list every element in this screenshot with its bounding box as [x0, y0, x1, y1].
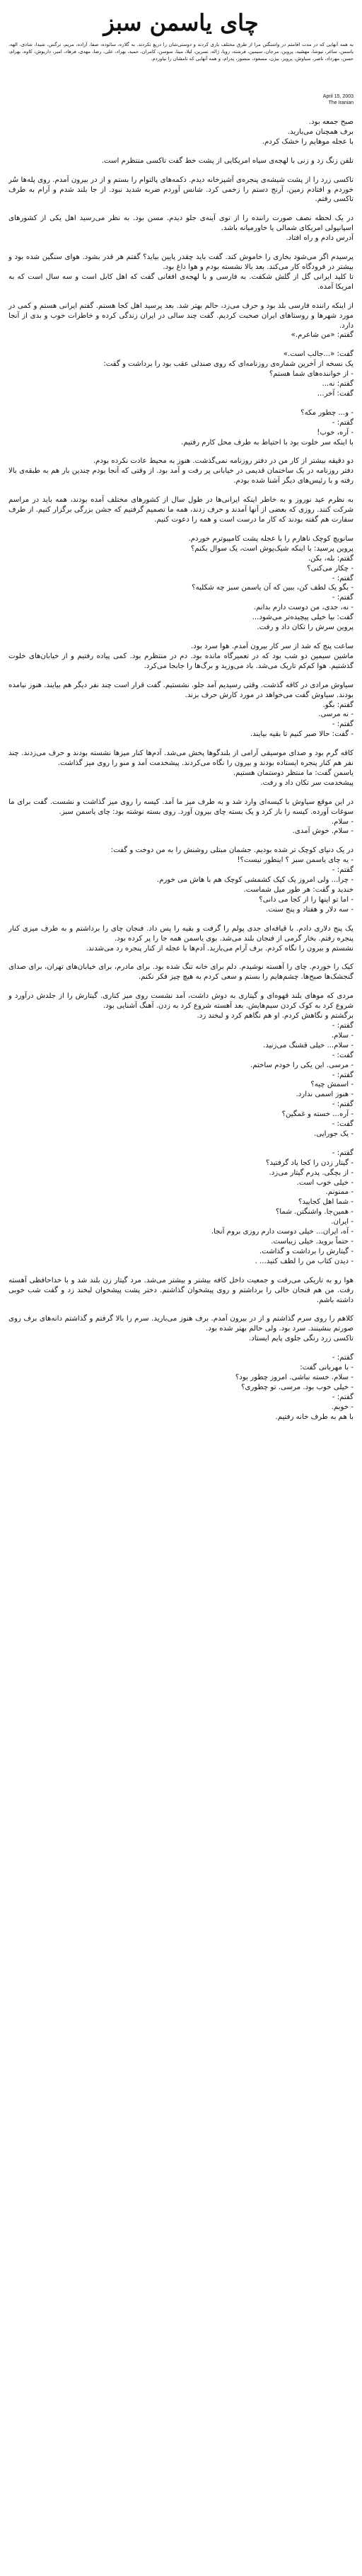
- story-paragraph: گفت: «...جالب است.» یک نسخه از آخرین شماره‌ی روزنامه‌ای که روی صندلی عقب بود را برداشت و گفت: - از خواننده‌های شما هستم؟ گفتم: نه... گفت: آخر...: [103, 350, 354, 398]
- story-paragraph: دو دقیقه بیشتر از کار من در دفتر روزنامه نمی‌گذشت. هنوز به محیط عادت نکرده بودم. دفتر روزنامه در یک ساختمان قدیمی در خیابانی پر رفت و آمد بود. از وقتی که آنجا بودم چندین بار هم به طبقه‌ی بالا رفته و با رئیس‌های دیگر آشنا شده بودم.: [8, 457, 354, 485]
- story-paragraph: گفتم: - - با مهربانی گفت: - سلام. خسته نباشی. امروز چطور بود؟ - خیلی خوب بود. مرسی. تو چطوری؟ گفتم: - - خوبم. با هم به طرف خانه رفتیم.: [235, 1354, 354, 1421]
- publication-source: The Iranian: [328, 100, 354, 105]
- page-title: چای یاسمن سبز: [103, 9, 259, 36]
- story-paragraph: سیاوش مرادی در کافه گذشت. وقتی رسیدیم آمد جلو. نشستیم. گفت قرار است چند نفر دیگر هم بیایند. هنوز نیامده بودند. سیاوش گفت می‌خواهد در مورد کارش حرف بزند. گفتم: بگو. - نه مرسی. گفتم: - - گفت: حالا صبر کنیم تا بقیه بیایند.: [8, 681, 354, 739]
- story-paragraph: کیک را خوردم. چای را آهسته نوشیدم. دلم برای خانه تنگ شده بود. برای مادرم، برای خیابان‌های تهران، برای صدای گنجشک‌ها صبح‌ها. چشم‌هایم را بستم و سعی کردم به هیچ چیز فکر نکنم.: [8, 963, 354, 982]
- story-paragraph: در این موقع سیاوش با کیسه‌ای وارد شد و به طرف میز ما آمد. کیسه را روی میز گذاشت و نشست. گفت برای ما سوغات آورده. کیسه را باز کرد و یک بسته چای بیرون آورد. روی بسته نوشته بود: چای یاسمن سبز. - سلام. - سلام. خوش آمدی.: [8, 798, 354, 836]
- story-paragraph: هوا رو به تاریکی می‌رفت و جمعیت داخل کافه بیشتر و بیشتر می‌شد. مرد گیتار زن بلند شد و با خداحافظی آهسته رفت. من هم فنجان خالی را برداشتم و روی پیشخوان گذاشتم. دختر پشت پیشخوان لبخند زد و گفت شب خوبی داشته باشم.: [8, 1276, 354, 1304]
- story-paragraph: تاکسی زرد را از پشت شیشه‌ی پنجره‌ی آشپزخانه دیدم. دکمه‌های پالتوام را بستم و از در بیرون آمدم. روی پله‌ها سُر خوردم و افتادم زمین. آرنج دستم را زخمی کرد. شانس آوردم ضربه شدید نبود. از جا بلند شدم و آرام به طرف تاکسی رفتم.: [8, 176, 354, 204]
- dedication-text: به همه آنهایی که در مدت اقامتم در واشنگتن مرا از طرق مختلف یاری کردند و دوستی‌شان را دریغ نکردند. به گلاره، سائوده، صفا، آزاده، مریم، نرگس، شیدا، شادی، الهه، یاسمن، ساغر، نیوشا، مهشید، پروین، مرجان، سیمین، فرشته، رویا، ژاله، نسرین، لیلا، مینا، سوسن، کامران، حمید، بهزاد، علی، رضا، مهدی، فرهاد، امیر، داریوش، کاوه، بهرام، حسن، مهرداد، ناصر، سیاوش، پرویز، بیژن، مسعود، منصور، پدرام، و همه آنهایی که نامشان را نیاوردم.: [8, 42, 354, 62]
- publish-date: April 15, 2003: [322, 94, 354, 99]
- story-paragraph: کافه گرم بود و صدای موسیقی آرامی از بلندگوها پخش می‌شد. آدم‌ها کنار میزها نشسته بودند و حرف می‌زدند. چند نفر هم کنار پنجره ایستاده بودند و بیرون را نگاه می‌کردند. پیشخدمت آمد و منو را روی میز گذاشت. یاسمن گفت: ما منتظر دوستمان هستیم. پیشخدمت سر تکان داد و رفت.: [8, 749, 354, 787]
- story-paragraph: از اینکه راننده فارسی بلد بود و حرف می‌زد، حالم بهتر شد. بعد پرسید اهل کجا هستم. گفتم ایرانی هستم و کمی در مورد شهرها و روستاهای ایران صحبت کردیم. گفت چند سالی در ایران زندگی کرده و خاطرات خوب و بدی از آنجا دارد. گفتم: «من شاعرم.»: [8, 301, 354, 340]
- story-paragraph: مردی که موهای بلند قهوه‌ای و گیتاری به دوش داشت، آمد نشست روی میز کناری. گیتارش را از جلدش درآورد و شروع کرد به کوک کردن سیم‌هایش. بعد آهسته شروع کرد به زدن. آهنگ آشنایی بود. برگشتم و نگاهش کردم. او هم نگاهم کرد و لبخند زد. گفتم: - - سلام. - سلام... خیلی قشنگ می‌زنید. گفت: - - مرسی. این یکی را خودم ساختم. گفتم: - - اسمش چیه؟ - هنوز اسمی ندارد. گفتم: - - آره... خسته و غمگین؟ گفت: - - یک جورایی.: [8, 992, 354, 1138]
- story-paragraph: صبح جمعه بود. برف همچنان می‌بارید. با عجله موهایم را خشک کردم.: [262, 118, 354, 146]
- story-paragraph: تلفن زنگ زد و زنی با لهجه‌ی سیاه امریکایی از پشت خط گفت تاکسی منتظرم است.: [101, 156, 354, 165]
- publication-meta: [8, 93, 354, 106]
- story-paragraph: در یک لحظه نصف صورت راننده را از توی آینه‌ی جلو دیدم. مسن بود. به نظر می‌رسید اهل یکی از کشورهای اسپانیولی امریکای شمالی یا خاورمیانه باشد. آدرس دادم و راه افتاد.: [8, 214, 354, 243]
- story-body: [8, 117, 354, 1422]
- story-paragraph: پرسیدم اگر می‌شود بخاری را خاموش کند. گفت باید چقدر پایین بیاید؟ گفتم هر قدر بشود. هوای سنگین شده بود و بیشتر در فرودگاه کار می‌کند. بعد بالا نشسته بودم و هوا داغ بود. تا کلید ایرانی گل از گلش شکفت. به فارسی و با لهجه‌ی افغانی گفت که اهل کابل است و سه سال است که به امریکا آمده.: [8, 253, 354, 291]
- story-paragraph: کلاهم را روی سرم گذاشتم و از در بیرون آمدم. برف هنوز می‌بارید. سرم را بالا گرفتم و گذاشتم دانه‌های برف روی صورتم بنشینند. سرد بود. ولی حالم بهتر شده بود. تاکسی زرد رنگی جلوی پایم ایستاد.: [8, 1315, 354, 1343]
- story-paragraph: گفتم: - - گیتار زدن را کجا یاد گرفتید؟ - از بچگی. پدرم گیتار می‌زد. - خیلی خوب است. - ممنونم. - شما اهل کجایید؟ - همین‌جا. واشنگتن. شما؟ - ایران. - آه، ایران... خیلی دوست دارم روزی بروم آنجا. - حتماً بروید. خیلی زیباست. - گیتارش را برداشت و گذاشت. - دیدن کتاب من را لطف کنید... .: [211, 1149, 354, 1265]
- story-paragraph: ساعت پنج که شد از سر کار بیرون آمدم. هوا سرد بود. ماشین سیمین دو شب بود که در تعمیرگاه مانده بود. دم در منتظرم بود. کمی پیاده رفتیم و از خیابان‌های خلوت گذشتیم. هوا کم‌کم تاریک می‌شد. باد می‌وزید و برگ‌ها را جابجا می‌کرد.: [8, 642, 354, 670]
- story-paragraph: در یک دنیای کوچک تر شده بودیم. جشمان مبتلی روشنش را به من دوخت و گفت: - یه چای یاسمن سبز ؟ اینطور نیست؟! گفتم: - - چرا... ولی امروز یک کیک کشمشی کوچک هم با هاش می خورم. خندید و گفت: هر طور میل شماست. - اما تو اینها را از کجا می دانی؟ - سه دلار و هفتاد و پنج سنت.: [110, 846, 354, 914]
- story-paragraph: سانویچ کوچک ناهارم را با عجله پشت کامپیوترم خوردم. پروین پرسید: با اینکه شیک‌پوش است، یک سوال بکنم؟ گفتم: بله، بکن. - چکار می‌کنی؟ گفتم: - - بگو یک لطف کن، ببین که آن یاسمن سبز چه شکلیه؟ گفتم: - - نه، جدی، من دوست دارم بدانم. گفت: بیا خیلی پیچیده‌تر می‌شود... پروین سرش را تکان داد و رفت.: [188, 534, 354, 632]
- story-paragraph: به نظرم عید نوروز و به خاطر اینکه ایرانی‌ها در طول سال از کشورهای مختلف آمده بودند، همه باید در مراسم شرکت کنند. روزی که بعضی از آنها آمدند و حرف زدند، همه ما تصمیم گرفتیم که جشن بزرگی برگزار کنیم. از طرف سفارت هم گفته بودند که کار ما درست است و همه را دعوت کنیم.: [8, 496, 354, 524]
- story-paragraph: یک پنج دلاری دادم. با قیافه‌ای جدی پولم را گرفت و بقیه را پس داد. فنجان چای را برداشتم و به طرف میزی کنار پنجره رفتم. بخار گرمی از فنجان بلند می‌شد. بوی یاسمن همه جا را پر کرده بود. نشستم و بیرون را نگاه کردم. برف آرام می‌بارید. آدم‌ها با عجله از کنار پنجره رد می‌شدند.: [8, 924, 354, 953]
- story-paragraph: - و... چطور مکه؟ گفتم: - - آره، خوب! با اینکه سر خلوت بود با احتیاط به طرف محل کارم رفتیم.: [181, 408, 354, 447]
